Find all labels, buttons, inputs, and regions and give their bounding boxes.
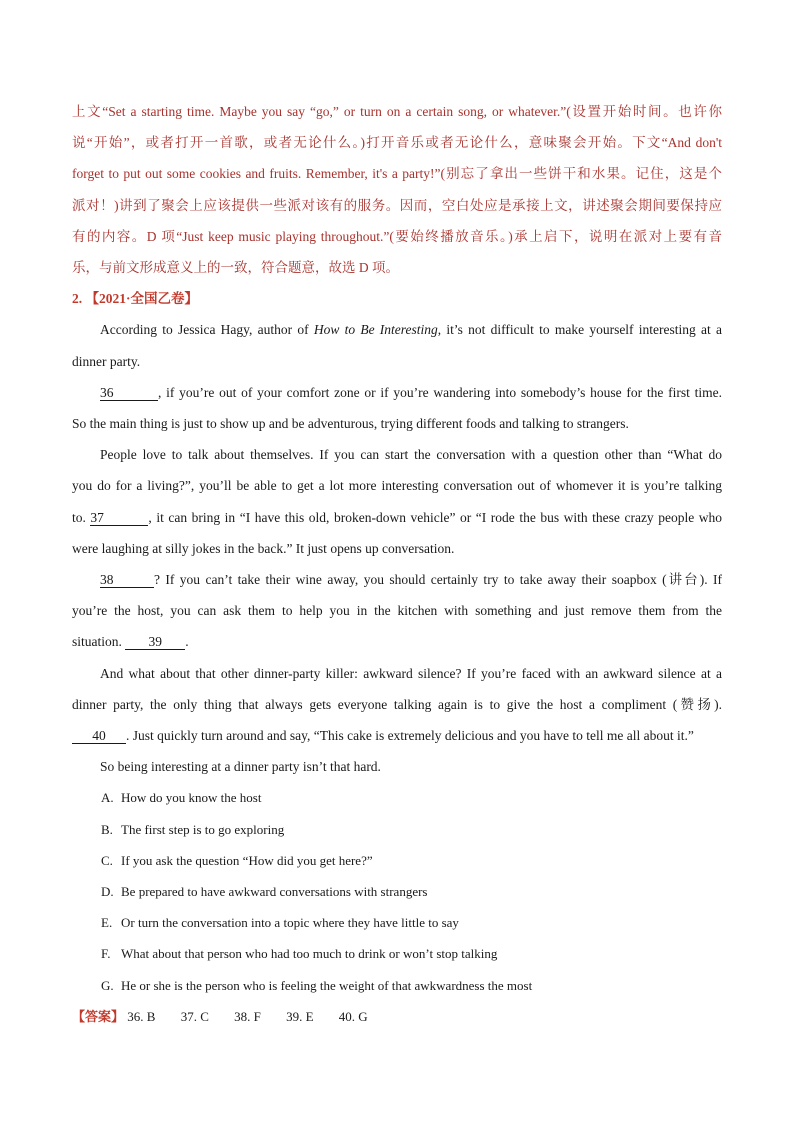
document-page xyxy=(72,96,722,1032)
answer-item: 36. B xyxy=(127,1008,156,1024)
answer-item: 38. F xyxy=(234,1008,261,1024)
blank-40[interactable]: 40 xyxy=(72,729,126,744)
blank-38[interactable]: 38 xyxy=(100,573,154,588)
paragraph-3-line: you do for a living?”, you’ll be able to get a lot more interesting conversation out of whomever it is you’re talking xyxy=(72,478,722,494)
answer-item: 40. G xyxy=(338,1008,368,1024)
blank-39[interactable]: 39 xyxy=(125,635,185,650)
text: to. xyxy=(72,509,91,525)
paragraph-3-line: People love to talk about themselves. If you can start the conversation with a question other than “What do xyxy=(100,447,722,463)
explanation-line: 有的内容。D 项“Just keep music playing throughout.”(要始终播放音乐。)承上启下，说明在派对上要有音 xyxy=(72,228,722,244)
option-letter: F. xyxy=(101,946,111,962)
blank-37[interactable]: 37 xyxy=(90,511,148,526)
text: ? If you can’t take their wine away, you should certainly try to take away their soapbox (讲台). If xyxy=(154,572,722,588)
option-text: What about that person who had too much to drink or won’t stop talking xyxy=(121,946,498,962)
explanation-block xyxy=(72,96,722,283)
option-a xyxy=(72,782,722,813)
explanation-line: 派对！)讲到了聚会上应该提供一些派对该有的服务。因而，空白处应是承接上文，讲述聚会期间要保持应 xyxy=(72,197,722,213)
text: , it can bring in “I have this old, broken-down vehicle” or “I rode the bus with these crazy people who xyxy=(148,509,722,525)
option-f xyxy=(72,938,722,969)
paragraph-5-line: And what about that other dinner-party killer: awkward silence? If you’re faced with an awkward silence at a xyxy=(100,665,722,681)
answer-line xyxy=(72,1001,722,1032)
option-letter: C. xyxy=(101,852,113,868)
option-letter: D. xyxy=(101,884,114,900)
option-text: Be prepared to have awkward conversations with strangers xyxy=(121,884,428,900)
option-g xyxy=(72,970,722,1001)
option-letter: E. xyxy=(101,915,113,931)
paragraph-2-line: So the main thing is just to show up and be adventurous, trying different foods and talking to strangers. xyxy=(72,416,629,432)
explanation-line: 上文“Set a starting time. Maybe you say “go,” or turn on a certain song, or whatever.”(设置开始时间。也许你 xyxy=(72,104,722,119)
paragraph-5-line: dinner party, the only thing that always gets everyone talking again is to give the host a compliment (赞扬). xyxy=(72,696,722,712)
paragraph-1-line: dinner party. xyxy=(72,353,141,369)
answer-item: 39. E xyxy=(286,1008,314,1024)
option-text: Or turn the conversation into a topic where they have little to say xyxy=(121,915,459,931)
explanation-line: 说“开始”，或者打开一首歌，或者无论什么。)打开音乐或者无论什么，意味聚会开始。下文“And don't xyxy=(72,135,722,151)
option-b xyxy=(72,814,722,845)
paragraph-1-line xyxy=(72,314,722,345)
option-text: The first step is to go exploring xyxy=(121,821,285,837)
option-text: If you ask the question “How did you get here?” xyxy=(121,852,373,868)
answer-item: 37. C xyxy=(180,1008,209,1024)
option-letter: B. xyxy=(101,821,113,837)
option-letter: G. xyxy=(101,977,114,993)
question-heading: 2. 【2021·全国乙卷】 xyxy=(72,291,199,307)
options-list xyxy=(72,782,722,1000)
option-e xyxy=(72,907,722,938)
book-title: How to Be Interesting xyxy=(313,322,438,338)
option-d xyxy=(72,876,722,907)
paragraph-6: So being interesting at a dinner party isn’t that hard. xyxy=(100,759,381,775)
answer-label: 【答案】 xyxy=(72,1008,125,1024)
paragraph-4-line xyxy=(72,564,722,595)
paragraph-3-line xyxy=(72,502,722,533)
explanation-line: 乐，与前文形成意义上的一致，符合题意，故选 D 项。 xyxy=(72,260,399,276)
text: , it’s not difficult to make yourself interesting at a xyxy=(437,322,722,338)
paragraph-4-line: you’re the host, you can ask them to help you in the kitchen with something and just remove them from the xyxy=(72,603,722,619)
paragraph-5-line xyxy=(72,720,722,751)
text: . Just quickly turn around and say, “This cake is extremely delicious and you have to tell me all about it.” xyxy=(126,728,694,744)
explanation-line: forget to put out some cookies and fruits. Remember, it's a party!”(别忘了拿出一些饼干和水果。记住，这是个 xyxy=(72,166,722,182)
text: . xyxy=(185,634,189,650)
option-letter: A. xyxy=(101,790,114,806)
paragraph-3-line: were laughing at silly jokes in the back.” It just opens up conversation. xyxy=(72,540,455,556)
text: situation. xyxy=(72,634,126,650)
text: , if you’re out of your comfort zone or if you’re wandering into somebody’s house for the first time. xyxy=(158,384,722,400)
text: According to Jessica Hagy, author of xyxy=(100,322,314,338)
paragraph-4-line xyxy=(72,626,722,657)
option-c xyxy=(72,845,722,876)
option-text: He or she is the person who is feeling the weight of that awkwardness the most xyxy=(121,977,533,993)
paragraph-2-line xyxy=(72,377,722,408)
blank-36[interactable]: 36 xyxy=(100,386,158,401)
option-text: How do you know the host xyxy=(121,790,262,806)
